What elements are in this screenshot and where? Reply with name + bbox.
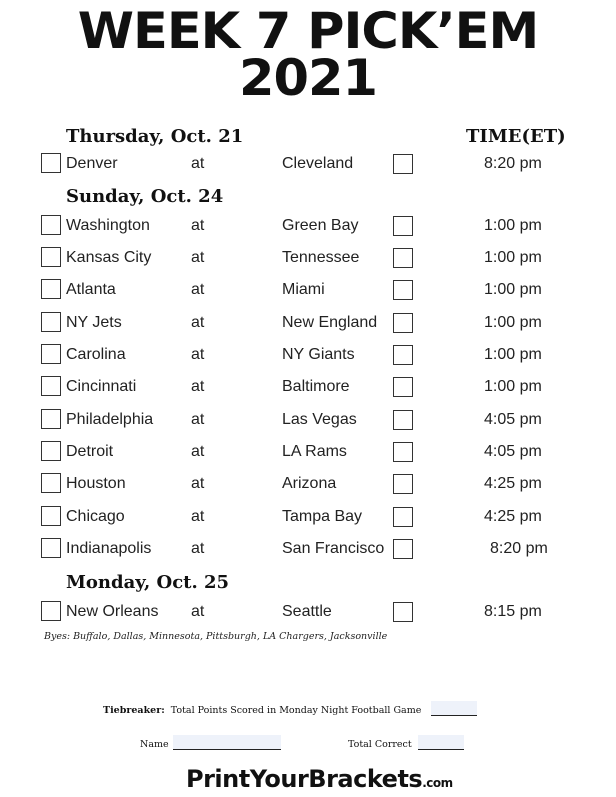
away-team: Carolina	[66, 346, 126, 363]
name-underline	[173, 749, 281, 750]
away-pick-checkbox[interactable]	[41, 473, 61, 493]
game-row	[0, 215, 616, 239]
away-pick-checkbox[interactable]	[41, 153, 61, 173]
home-pick-checkbox[interactable]	[393, 539, 413, 559]
home-team: New England	[282, 314, 378, 331]
at-label: at	[191, 378, 205, 395]
at-label: at	[191, 314, 205, 331]
home-team: Miami	[282, 281, 325, 298]
game-time: 4:25 pm	[484, 508, 542, 525]
away-pick-checkbox[interactable]	[41, 312, 61, 332]
game-time: 8:15 pm	[484, 603, 542, 620]
away-team: Houston	[66, 475, 126, 492]
home-pick-checkbox[interactable]	[393, 410, 413, 430]
home-pick-checkbox[interactable]	[393, 216, 413, 236]
day-heading: Sunday, Oct. 24	[66, 186, 224, 207]
game-time: 1:00 pm	[484, 249, 542, 266]
home-team: Tampa Bay	[282, 508, 363, 525]
at-label: at	[191, 443, 205, 460]
home-pick-checkbox[interactable]	[393, 442, 413, 462]
at-label: at	[191, 475, 205, 492]
home-team: Baltimore	[282, 378, 350, 395]
tiebreaker-underline	[431, 715, 477, 716]
home-pick-checkbox[interactable]	[393, 345, 413, 365]
at-label: at	[191, 411, 205, 428]
away-pick-checkbox[interactable]	[41, 601, 61, 621]
day-heading: Thursday, Oct. 21	[66, 126, 244, 147]
away-team: Detroit	[66, 443, 114, 460]
home-pick-checkbox[interactable]	[393, 474, 413, 494]
game-row	[0, 409, 616, 433]
game-row	[0, 376, 616, 400]
time-column-header: TIME(ET)	[466, 126, 566, 147]
home-pick-checkbox[interactable]	[393, 248, 413, 268]
away-team: New Orleans	[66, 603, 159, 620]
game-time: 1:00 pm	[484, 281, 542, 298]
home-team: Las Vegas	[282, 411, 357, 428]
home-team: Cleveland	[282, 155, 354, 172]
total-correct-label: Total Correct	[348, 739, 412, 750]
away-pick-checkbox[interactable]	[41, 344, 61, 364]
total-correct-input[interactable]	[418, 735, 464, 749]
home-pick-checkbox[interactable]	[393, 507, 413, 527]
game-row	[0, 344, 616, 368]
brand-logo[interactable]: PrintYourBrackets.com	[186, 765, 453, 793]
page-title: WEEK 7 PICK’EM	[77, 2, 539, 60]
away-team: Denver	[66, 155, 118, 172]
away-pick-checkbox[interactable]	[41, 409, 61, 429]
name-label: Name	[140, 739, 169, 750]
home-team: Green Bay	[282, 217, 359, 234]
at-label: at	[191, 540, 205, 557]
away-pick-checkbox[interactable]	[41, 506, 61, 526]
game-time: 4:05 pm	[484, 443, 542, 460]
away-pick-checkbox[interactable]	[41, 215, 61, 235]
home-team: San Francisco	[282, 540, 385, 557]
away-team: Philadelphia	[66, 411, 154, 428]
game-time: 4:05 pm	[484, 411, 542, 428]
at-label: at	[191, 249, 205, 266]
home-team: Seattle	[282, 603, 332, 620]
away-team: Chicago	[66, 508, 125, 525]
away-team: NY Jets	[66, 314, 122, 331]
total-correct-underline	[418, 749, 464, 750]
game-time: 1:00 pm	[484, 378, 542, 395]
home-pick-checkbox[interactable]	[393, 377, 413, 397]
away-pick-checkbox[interactable]	[41, 441, 61, 461]
home-team: Arizona	[282, 475, 337, 492]
away-team: Cincinnati	[66, 378, 137, 395]
at-label: at	[191, 155, 205, 172]
game-row	[0, 279, 616, 303]
away-pick-checkbox[interactable]	[41, 538, 61, 558]
home-pick-checkbox[interactable]	[393, 154, 413, 174]
home-team: LA Rams	[282, 443, 347, 460]
home-pick-checkbox[interactable]	[393, 313, 413, 333]
game-time: 8:20 pm	[484, 155, 542, 172]
game-time: 4:25 pm	[484, 475, 542, 492]
at-label: at	[191, 281, 205, 298]
tiebreaker-label: Tiebreaker: Total Points Scored in Monday Night Football Game	[103, 705, 422, 716]
game-time: 1:00 pm	[484, 314, 542, 331]
away-pick-checkbox[interactable]	[41, 247, 61, 267]
game-row	[0, 601, 616, 625]
at-label: at	[191, 217, 205, 234]
home-pick-checkbox[interactable]	[393, 280, 413, 300]
name-input[interactable]	[173, 735, 281, 749]
game-time: 1:00 pm	[484, 217, 542, 234]
home-pick-checkbox[interactable]	[393, 602, 413, 622]
away-pick-checkbox[interactable]	[41, 279, 61, 299]
page-subtitle-year: 2021	[239, 49, 377, 107]
away-team: Indianapolis	[66, 540, 152, 557]
home-team: Tennessee	[282, 249, 360, 266]
byes-note: Byes: Buffalo, Dallas, Minnesota, Pittsburgh, LA Chargers, Jacksonville	[44, 631, 388, 642]
tiebreaker-input[interactable]	[431, 701, 477, 715]
game-row	[0, 506, 616, 530]
home-team: NY Giants	[282, 346, 355, 363]
game-row	[0, 312, 616, 336]
game-time: 1:00 pm	[484, 346, 542, 363]
away-team: Atlanta	[66, 281, 116, 298]
game-row	[0, 153, 616, 177]
game-time: 8:20 pm	[490, 540, 548, 557]
away-team: Washington	[66, 217, 150, 234]
away-team: Kansas City	[66, 249, 152, 266]
game-row	[0, 441, 616, 465]
at-label: at	[191, 603, 205, 620]
at-label: at	[191, 508, 205, 525]
game-row	[0, 247, 616, 271]
game-row	[0, 538, 616, 562]
at-label: at	[191, 346, 205, 363]
game-row	[0, 473, 616, 497]
day-heading: Monday, Oct. 25	[66, 572, 230, 593]
away-pick-checkbox[interactable]	[41, 376, 61, 396]
